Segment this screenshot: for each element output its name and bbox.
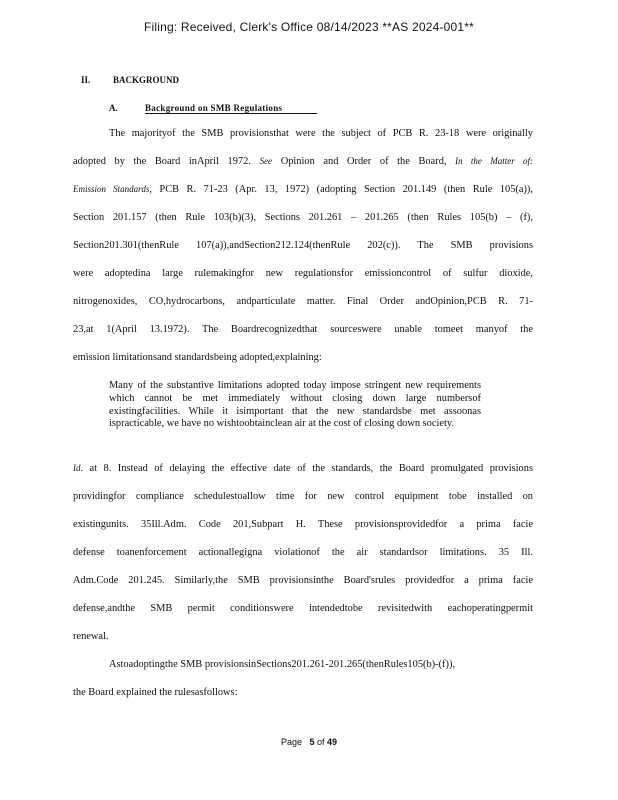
paragraph1-line6: were adoptedina large rulemakingfor new regulationsfor emissioncontrol of sulfur dioxide, <box>73 268 533 279</box>
case-name: In the Matter of: <box>455 156 533 166</box>
case-name: Emission Standards <box>73 184 150 194</box>
paragraph3-line1: Astoadoptingthe SMB provisionsinSections201.261-201.265(thenRules105(b)-(f)), <box>109 659 456 670</box>
text-span: Opinion and Order of the Board, <box>280 156 447 167</box>
paragraph1-line8: 23,at 1(April 13.1972). The Boardrecognizedthat sourceswere unable tomeet manyof the <box>73 324 533 335</box>
paragraph1-line9: emission limitationsand standardsbeing adopted,explaining: <box>73 352 322 363</box>
paragraph1-line5: Section201.301(thenRule 107(a)),andSection212.124(thenRule 202(c)). The SMB provisions <box>73 240 533 251</box>
page-of: of <box>317 737 325 747</box>
paragraph2-line1 <box>73 463 533 474</box>
paragraph3-line2: the Board explained the rulesasfollows: <box>73 687 238 698</box>
paragraph1-line1: The majorityof the SMB provisionsthat were the subject of PCB R. 23-18 were originally <box>109 128 533 139</box>
subsection-title: Background on SMB Regulations <box>145 103 317 114</box>
page-label: Page <box>280 737 302 747</box>
paragraph2-line3: existingunits. 35Ill.Adm. Code 201,Subpart H. These provisionsprovidedfor a prima facie <box>73 519 533 530</box>
paragraph2-line7: renewal. <box>73 631 109 642</box>
section-number: II. <box>81 75 91 85</box>
paragraph1-line7: nitrogenoxides, CO,hydrocarbons, andparticulate matter. Final Order andOpinion,PCB R. 71- <box>73 296 533 307</box>
paragraph1-line3 <box>73 184 533 195</box>
paragraph2-line4: defense toanenforcement actionallegigna violationof the air standardsor limitations. 35 Ill. <box>73 547 533 558</box>
paragraph1-line2 <box>73 156 533 167</box>
page-current: 5 <box>309 737 315 747</box>
block-quote: Many of the substantive limitations adopted today impose stringent new requirements which cannot be met immediately without closing down large numbersof existingfacilities. While it isimportant that the new standardsbe met assoonas ispracticable, we have no wishtoobtainclean air at the cost of closing down society. <box>109 380 481 430</box>
section-title: BACKGROUND <box>113 75 180 85</box>
paragraph1-line4: Section 201.157 (then Rule 103(b)(3), Sections 201.261 – 201.265 (then Rules 105(b) – (f), <box>73 212 533 223</box>
text-span: , PCB R. 71-23 (Apr. 13, 1972) (adopting Section 201.149 (then Rule 105(a)), <box>149 184 533 195</box>
text-span: . at 8. Instead of delaying the effective date of the standards, the Board promulgated provisions <box>80 463 533 474</box>
page-total: 49 <box>327 737 338 747</box>
text-span: adopted by the Board inApril 1972. <box>73 156 251 167</box>
citation-signal: Id <box>73 463 81 473</box>
paragraph2-line6: defense,andthe SMB permit conditionswere intendedtobe revisitedwith eachoperatingpermit <box>73 603 533 614</box>
paragraph2-line2: providingfor compliance schedulestoallow time for new control equipment tobe installed on <box>73 491 533 502</box>
filing-header: Filing: Received, Clerk's Office 08/14/2023 **AS 2024-001** <box>143 20 475 34</box>
subsection-letter: A. <box>109 103 118 113</box>
page-footer <box>0 737 618 747</box>
citation-signal: See <box>259 156 273 166</box>
paragraph2-line5: Adm.Code 201.245. Similarly,the SMB provisionsinthe Board'srules providedfor a prima facie <box>73 575 533 586</box>
